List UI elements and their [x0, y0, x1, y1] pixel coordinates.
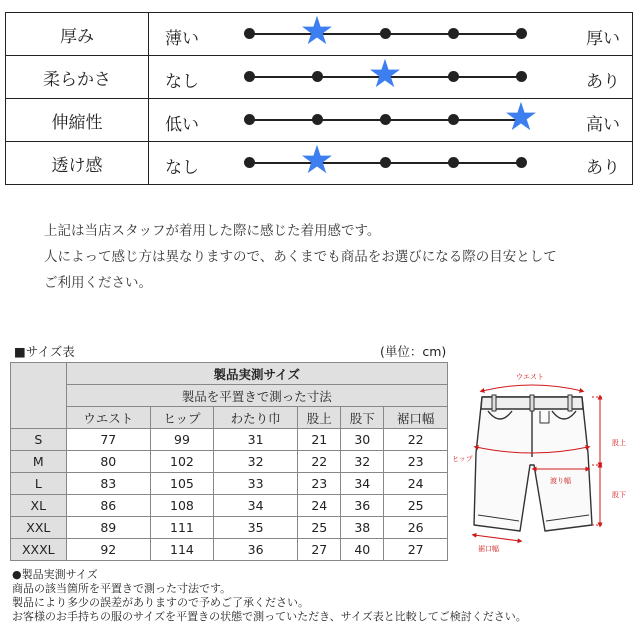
dot-icon [244, 114, 255, 125]
rise-label: 股上 [612, 439, 626, 447]
size-value-cell: 34 [213, 495, 297, 517]
rating-scale [149, 95, 633, 142]
size-value-cell: 89 [66, 517, 150, 539]
rating-attribute: 伸縮性 [6, 99, 149, 142]
scale-high-label: 厚い [586, 29, 620, 49]
size-chart-table [10, 362, 448, 561]
size-value-cell: 21 [298, 429, 341, 451]
shorts-illustration [474, 395, 592, 531]
size-column-header: ヒップ [150, 407, 213, 429]
dot-icon [244, 157, 255, 168]
rating-attribute: 厚み [6, 13, 149, 56]
hip-label: ヒップ [452, 455, 473, 463]
dot-icon [516, 157, 527, 168]
thigh-label: 渡り幅 [550, 477, 571, 485]
scale-high-label: あり [586, 72, 620, 92]
rating-scale [149, 9, 633, 56]
size-value-cell: 22 [384, 429, 448, 451]
size-value-cell: 34 [341, 473, 384, 495]
scale-low-label: 薄い [165, 29, 199, 49]
size-value-cell: 32 [213, 451, 297, 473]
size-value-cell: 27 [298, 539, 341, 561]
size-column-header: わたり巾 [213, 407, 297, 429]
star-icon: ★ [299, 9, 335, 54]
hem-label: 裾口幅 [478, 545, 499, 553]
star-icon: ★ [503, 95, 539, 140]
size-value-cell: 25 [384, 495, 448, 517]
size-value-cell: 111 [150, 517, 213, 539]
scale-low-label: 低い [165, 115, 199, 135]
size-value-cell: 36 [341, 495, 384, 517]
size-value-cell: 38 [341, 517, 384, 539]
rating-attribute: 透け感 [6, 142, 149, 185]
size-value-cell: 23 [384, 451, 448, 473]
note-line-3: ご利用ください。 [44, 275, 152, 291]
size-value-cell: 32 [341, 451, 384, 473]
size-value-cell: 36 [213, 539, 297, 561]
size-value-cell: 102 [150, 451, 213, 473]
texture-rating-body [6, 9, 633, 185]
size-header-row-sub [11, 385, 448, 407]
size-header-main: 製品実測サイズ [66, 363, 447, 385]
dot-icon [244, 28, 255, 39]
size-column-header-row [11, 407, 448, 429]
size-value-cell: 25 [298, 517, 341, 539]
size-value-cell: 35 [213, 517, 297, 539]
size-label: L [11, 473, 67, 495]
size-value-cell: 105 [150, 473, 213, 495]
size-value-cell: 26 [384, 517, 448, 539]
size-value-cell: 99 [150, 429, 213, 451]
dot-icon [516, 28, 527, 39]
scale-high-label: あり [586, 158, 620, 178]
size-header-sub: 製品を平置きで測った寸法 [66, 385, 447, 407]
size-column-header: ウエスト [66, 407, 150, 429]
size-value-cell: 108 [150, 495, 213, 517]
size-value-cell: 40 [341, 539, 384, 561]
size-value-cell: 31 [213, 429, 297, 451]
scale-low-label: なし [165, 72, 199, 92]
dot-icon [380, 157, 391, 168]
size-row [11, 451, 448, 473]
size-unit-label: (単位：cm) [380, 344, 447, 359]
size-value-cell: 24 [384, 473, 448, 495]
size-label: XXL [11, 517, 67, 539]
waist-label: ウエスト [516, 373, 544, 381]
star-icon: ★ [367, 52, 403, 97]
size-row [11, 473, 448, 495]
footnote-line-3: お客様のお手持ちの服のサイズを平置きの状態で測っていただき、サイズ表と比較してご検討ください。 [12, 610, 527, 623]
size-section-title: ■サイズ表 [14, 344, 75, 359]
scale-high-label: 高い [586, 115, 620, 135]
dot-icon [380, 28, 391, 39]
size-column-header: 裾口幅 [384, 407, 448, 429]
size-value-cell: 27 [384, 539, 448, 561]
size-value-cell: 30 [341, 429, 384, 451]
size-label: M [11, 451, 67, 473]
shorts-measurement-diagram [452, 365, 636, 555]
scale-low-label: なし [165, 158, 199, 178]
size-row [11, 495, 448, 517]
dot-icon [448, 157, 459, 168]
dot-icon [448, 28, 459, 39]
size-value-cell: 86 [66, 495, 150, 517]
texture-rating-table [5, 9, 633, 185]
note-line-1: 上記は当店スタッフが着用した際に感じた着用感です。 [44, 223, 381, 239]
size-value-cell: 114 [150, 539, 213, 561]
size-value-cell: 24 [298, 495, 341, 517]
footnote-line-2: 製品により多少の誤差がありますので予めご了承ください。 [12, 596, 309, 609]
dot-icon [312, 71, 323, 82]
dot-icon [516, 71, 527, 82]
rating-row [6, 56, 633, 99]
size-value-cell: 92 [66, 539, 150, 561]
rating-scale [149, 52, 633, 99]
dot-icon [448, 114, 459, 125]
dot-icon [244, 71, 255, 82]
size-header-row-main [11, 363, 448, 385]
size-value-cell: 23 [298, 473, 341, 495]
dot-icon [380, 114, 391, 125]
rating-row [6, 142, 633, 185]
footnote-line-1: 商品の該当箇所を平置きで測った寸法です。 [12, 582, 232, 595]
dot-icon [312, 114, 323, 125]
rating-scale [149, 138, 633, 185]
star-icon: ★ [299, 138, 335, 183]
rating-row [6, 13, 633, 56]
size-value-cell: 33 [213, 473, 297, 495]
size-row [11, 517, 448, 539]
size-row [11, 539, 448, 561]
size-footnotes [12, 568, 527, 624]
rating-attribute: 柔らかさ [6, 56, 149, 99]
size-label: S [11, 429, 67, 451]
rating-note [44, 218, 557, 296]
size-label: XXXL [11, 539, 67, 561]
dot-icon [448, 71, 459, 82]
size-value-cell: 80 [66, 451, 150, 473]
size-column-header: 股下 [341, 407, 384, 429]
note-line-2: 人によって感じ方は異なりますので、あくまでも商品をお選びになる際の目安として [44, 249, 557, 265]
rating-row [6, 99, 633, 142]
footnote-title: ●製品実測サイズ [12, 568, 98, 581]
size-value-cell: 22 [298, 451, 341, 473]
size-value-cell: 83 [66, 473, 150, 495]
size-label: XL [11, 495, 67, 517]
size-corner-cell [11, 363, 67, 429]
size-column-header: 股上 [298, 407, 341, 429]
size-chart-body [11, 429, 448, 561]
inseam-label: 股下 [612, 491, 626, 499]
size-row [11, 429, 448, 451]
size-value-cell: 77 [66, 429, 150, 451]
